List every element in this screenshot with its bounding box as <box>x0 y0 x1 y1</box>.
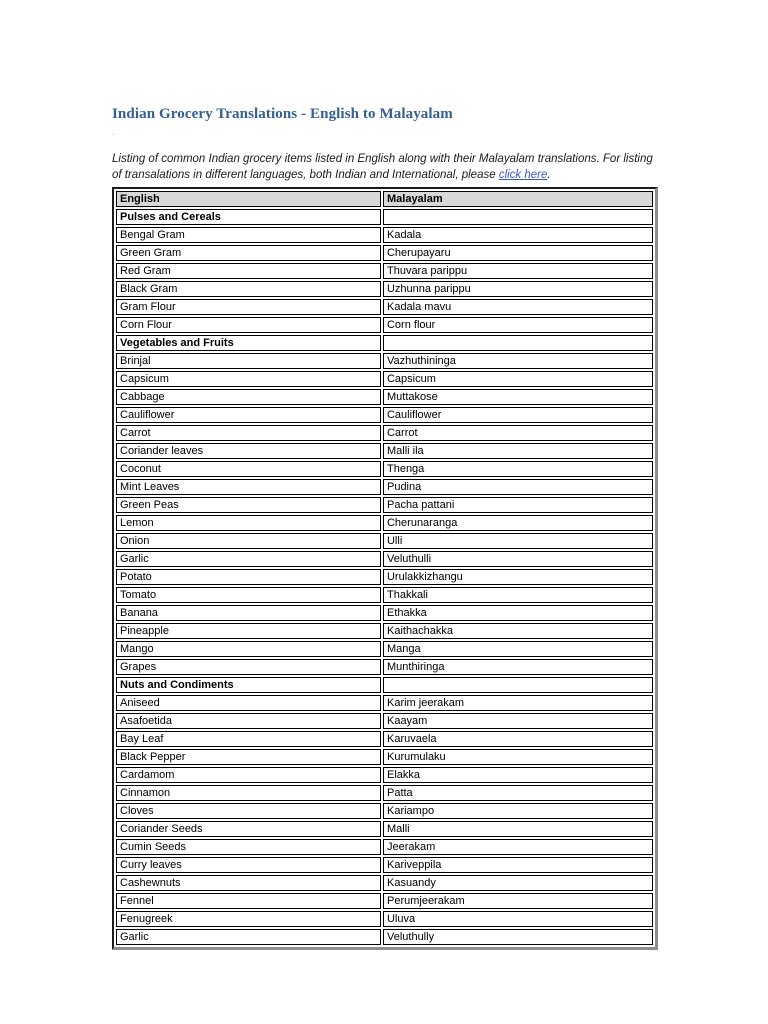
malayalam-cell: Kasuandy <box>383 875 653 891</box>
english-cell: Aniseed <box>116 695 381 711</box>
table-row <box>116 299 653 315</box>
table-row <box>116 533 653 549</box>
english-cell: Cloves <box>116 803 381 819</box>
page-title: Indian Grocery Translations - English to Malayalam <box>112 106 453 122</box>
table-row <box>116 371 653 387</box>
section-empty-cell <box>383 335 653 351</box>
malayalam-cell: Thakkali <box>383 587 653 603</box>
english-cell: Gram Flour <box>116 299 381 315</box>
malayalam-cell: Capsicum <box>383 371 653 387</box>
document-page <box>112 0 658 950</box>
column-header-malayalam: Malayalam <box>383 191 653 207</box>
english-cell: Grapes <box>116 659 381 675</box>
english-cell: Black Gram <box>116 281 381 297</box>
table-row <box>116 353 653 369</box>
table-row <box>116 461 653 477</box>
table-row <box>116 227 653 243</box>
intro-paragraph <box>112 151 658 183</box>
malayalam-cell: Carrot <box>383 425 653 441</box>
english-cell: Pineapple <box>116 623 381 639</box>
table-row <box>116 515 653 531</box>
malayalam-cell: Vazhuthininga <box>383 353 653 369</box>
malayalam-cell: Cauliflower <box>383 407 653 423</box>
table-row <box>116 623 653 639</box>
intro-text-after-link: . <box>547 169 551 181</box>
malayalam-cell: Thenga <box>383 461 653 477</box>
english-cell: Banana <box>116 605 381 621</box>
english-cell: Asafoetida <box>116 713 381 729</box>
section-row <box>116 677 653 693</box>
section-heading-cell: Vegetables and Fruits <box>116 335 381 351</box>
english-cell: Fennel <box>116 893 381 909</box>
english-cell: Tomato <box>116 587 381 603</box>
english-cell: Mango <box>116 641 381 657</box>
malayalam-cell: Uluva <box>383 911 653 927</box>
malayalam-cell: Thuvara parippu <box>383 263 653 279</box>
malayalam-cell: Kariampo <box>383 803 653 819</box>
malayalam-cell: Kariveppila <box>383 857 653 873</box>
translation-table-body <box>116 209 653 945</box>
table-row <box>116 875 653 891</box>
malayalam-cell: Pudina <box>383 479 653 495</box>
malayalam-cell: Cherunaranga <box>383 515 653 531</box>
table-row <box>116 659 653 675</box>
intro-text-before-link: Listing of common Indian grocery items listed in English along with their Malayalam translations. For listing of transalations in different languages, both Indian and International, please <box>112 153 653 181</box>
malayalam-cell: Corn flour <box>383 317 653 333</box>
section-heading-cell: Nuts and Condiments <box>116 677 381 693</box>
table-row <box>116 479 653 495</box>
table-row <box>116 821 653 837</box>
malayalam-cell: Kurumulaku <box>383 749 653 765</box>
table-row <box>116 893 653 909</box>
table-row <box>116 281 653 297</box>
malayalam-cell: Perumjeerakam <box>383 893 653 909</box>
section-empty-cell <box>383 209 653 225</box>
table-row <box>116 263 653 279</box>
english-cell: Potato <box>116 569 381 585</box>
english-cell: Garlic <box>116 929 381 945</box>
table-row <box>116 317 653 333</box>
malayalam-cell: Patta <box>383 785 653 801</box>
table-row <box>116 605 653 621</box>
malayalam-cell: Veluthully <box>383 929 653 945</box>
malayalam-cell: Ethakka <box>383 605 653 621</box>
english-cell: Brinjal <box>116 353 381 369</box>
malayalam-cell: Pacha pattani <box>383 497 653 513</box>
table-row <box>116 443 653 459</box>
section-row <box>116 335 653 351</box>
malayalam-cell: Ulli <box>383 533 653 549</box>
table-row <box>116 245 653 261</box>
english-cell: Onion <box>116 533 381 549</box>
english-cell: Coriander leaves <box>116 443 381 459</box>
english-cell: Garlic <box>116 551 381 567</box>
english-cell: Curry leaves <box>116 857 381 873</box>
section-heading-cell: Pulses and Cereals <box>116 209 381 225</box>
english-cell: Cauliflower <box>116 407 381 423</box>
malayalam-cell: Uzhunna parippu <box>383 281 653 297</box>
malayalam-cell: Muttakose <box>383 389 653 405</box>
malayalam-cell: Kadala <box>383 227 653 243</box>
english-cell: Black Pepper <box>116 749 381 765</box>
table-row <box>116 803 653 819</box>
english-cell: Mint Leaves <box>116 479 381 495</box>
table-row <box>116 695 653 711</box>
english-cell: Capsicum <box>116 371 381 387</box>
table-row <box>116 389 653 405</box>
table-row <box>116 641 653 657</box>
malayalam-cell: Elakka <box>383 767 653 783</box>
malayalam-cell: Kaithachakka <box>383 623 653 639</box>
english-cell: Green Gram <box>116 245 381 261</box>
table-row <box>116 839 653 855</box>
english-cell: Carrot <box>116 425 381 441</box>
malayalam-cell: Manga <box>383 641 653 657</box>
english-cell: Coriander Seeds <box>116 821 381 837</box>
malayalam-cell: Urulakkizhangu <box>383 569 653 585</box>
malayalam-cell: Malli <box>383 821 653 837</box>
malayalam-cell: Karuvaela <box>383 731 653 747</box>
english-cell: Coconut <box>116 461 381 477</box>
english-cell: Bengal Gram <box>116 227 381 243</box>
english-cell: Bay Leaf <box>116 731 381 747</box>
table-row <box>116 749 653 765</box>
table-row <box>116 785 653 801</box>
malayalam-cell: Kaayam <box>383 713 653 729</box>
table-row <box>116 569 653 585</box>
malayalam-cell: Veluthulli <box>383 551 653 567</box>
stray-period: . <box>112 127 115 138</box>
english-cell: Fenugreek <box>116 911 381 927</box>
section-row <box>116 209 653 225</box>
table-row <box>116 425 653 441</box>
english-cell: Cardamom <box>116 767 381 783</box>
table-row <box>116 407 653 423</box>
table-row <box>116 929 653 945</box>
malayalam-cell: Kadala mavu <box>383 299 653 315</box>
english-cell: Red Gram <box>116 263 381 279</box>
english-cell: Cabbage <box>116 389 381 405</box>
column-header-english: English <box>116 191 381 207</box>
table-row <box>116 857 653 873</box>
malayalam-cell: Cherupayaru <box>383 245 653 261</box>
table-row <box>116 911 653 927</box>
malayalam-cell: Karim jeerakam <box>383 695 653 711</box>
click-here-link[interactable]: click here <box>498 169 548 181</box>
table-row <box>116 551 653 567</box>
table-row <box>116 731 653 747</box>
section-empty-cell <box>383 677 653 693</box>
english-cell: Corn Flour <box>116 317 381 333</box>
table-header-row <box>116 191 653 207</box>
malayalam-cell: Jeerakam <box>383 839 653 855</box>
table-row <box>116 767 653 783</box>
english-cell: Lemon <box>116 515 381 531</box>
english-cell: Cinnamon <box>116 785 381 801</box>
table-row <box>116 497 653 513</box>
english-cell: Green Peas <box>116 497 381 513</box>
malayalam-cell: Munthiringa <box>383 659 653 675</box>
table-row <box>116 587 653 603</box>
malayalam-cell: Malli ila <box>383 443 653 459</box>
english-cell: Cashewnuts <box>116 875 381 891</box>
translation-table <box>112 187 658 950</box>
table-row <box>116 713 653 729</box>
english-cell: Cumin Seeds <box>116 839 381 855</box>
